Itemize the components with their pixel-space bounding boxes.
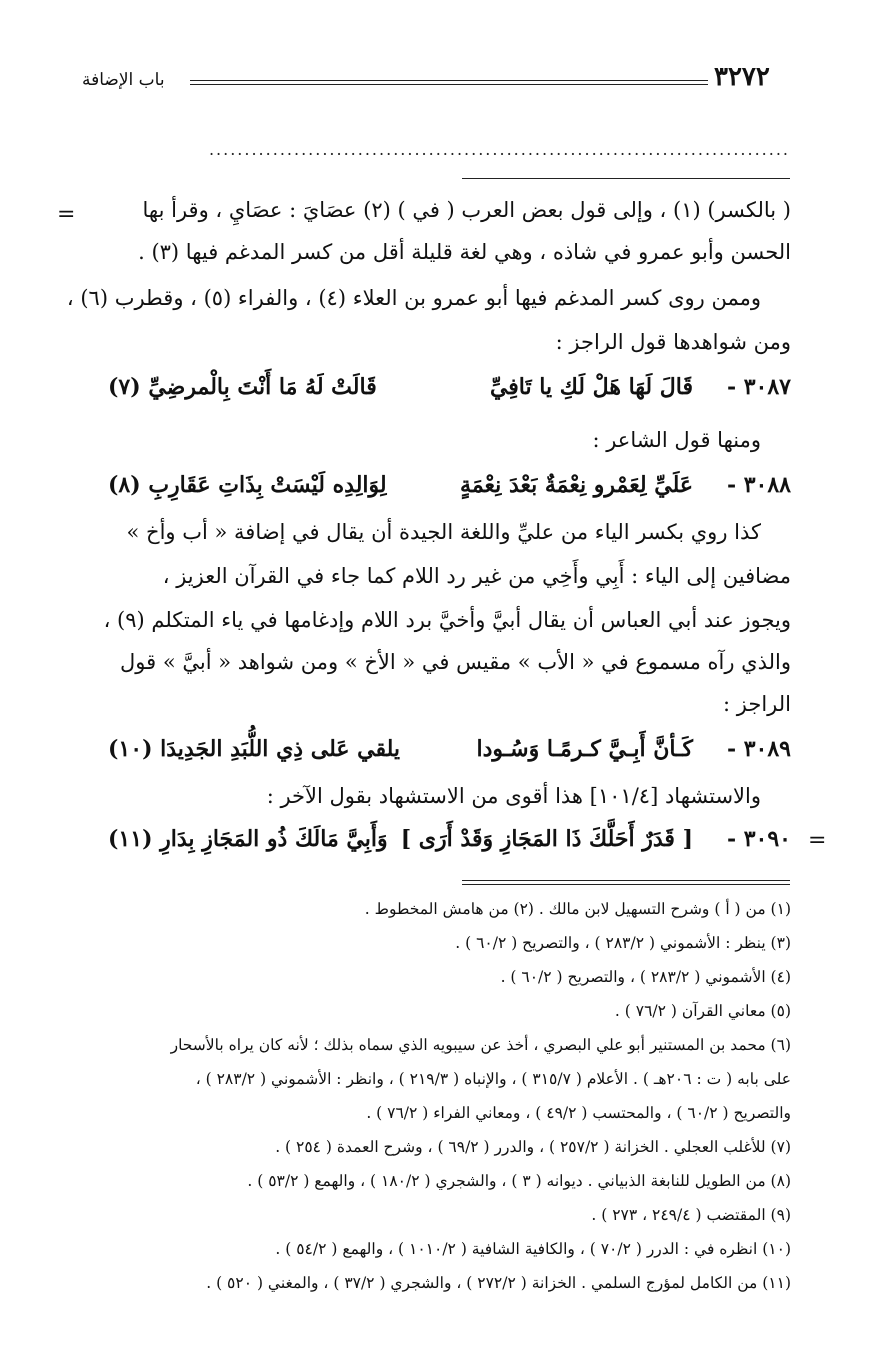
- verse-hemistich-first: قَالَ لَهَا هَلْ لَكِ يا تَافِيِّ: [489, 374, 693, 400]
- footnote-line: (٨) من الطويل للنابغة الذبياني . ديوانه ( ٣ ) ، والشجري ( ١٨٠/٢ ) ، والهمع ( ٥٣/٢ ) .: [247, 1172, 791, 1190]
- continuation-mark-start: =: [57, 202, 76, 227]
- body-line: الراجز :: [723, 692, 791, 716]
- body-line: ومنها قول الشاعر :: [592, 428, 761, 452]
- footnote-rule: [462, 880, 790, 885]
- footnote-line: (١) من ( أ ) وشرح التسهيل لابن مالك . (٢) من هامش المخطوط .: [364, 900, 791, 918]
- chapter-title: باب الإضافة: [82, 70, 165, 90]
- footnote-line: على بابه ( ت : ٢٠٦هـ ) . الأعلام ( ٣١٥/٧ ) ، والإنباه ( ٢١٩/٣ ) ، وانظر : الأشموني ( ٢٨٣/٢ ) ،: [195, 1070, 791, 1088]
- body-line: كذا روي بكسر الياء من عليِّ واللغة الجيدة أن يقال في إضافة « أب وأخ »: [126, 520, 761, 544]
- verse-hemistich-first: [ قَدَرٌ أَحَلَّكَ ذَا المَجَازِ وَقَدْ أَرَى ]: [400, 826, 693, 852]
- footnote-line: (٩) المقتضب ( ٢٤٩/٤ ، ٢٧٣ ) .: [591, 1206, 791, 1224]
- verse-number: ٣٠٨٧ -: [726, 374, 791, 400]
- footnote-line: (٧) للأغلب العجلي . الخزانة ( ٢٥٧/٢ ) ، والدرر ( ٦٩/٢ ) ، وشرح العمدة ( ٢٥٤ ) .: [275, 1138, 791, 1156]
- body-line: وممن روى كسر المدغم فيها أبو عمرو بن العلاء (٤) ، والفراء (٥) ، وقطرب (٦) ،: [66, 286, 761, 310]
- verse-hemistich-first: عَلَيِّ لِعَمْرو نِعْمَةٌ بَعْدَ نِعْمَةٍ: [460, 472, 693, 498]
- verse-number: ٣٠٩٠ -: [726, 826, 791, 852]
- short-rule: [462, 178, 790, 179]
- body-line: مضافين إلى الياء : أَبِي وأَخِي من غير رد اللام كما جاء في القرآن العزيز ،: [162, 564, 791, 588]
- body-line: ( بالكسر) (١) ، وإلى قول بعض العرب ( في ) (٢) عصَايَ : عصَايِ ، وقرأ بها: [142, 198, 791, 222]
- verse-hemistich-second: وَأَبِيَّ مَالَكَ ذُو المَجَازِ بِدَارِ (١١): [108, 826, 388, 852]
- footnote-line: (٥) معاني القرآن ( ٧٦/٢ ) .: [614, 1002, 791, 1020]
- header-rule: [190, 80, 708, 85]
- verse-hemistich-first: كَـأنَّ أَبِـيَّ كـرمًـا وَسُـودا: [476, 736, 693, 762]
- verse-hemistich-second: لِوَالِدِه لَيْسَتْ بِذَاتِ عَقَارِبِ (٨): [108, 472, 387, 498]
- verse-number: ٣٠٨٩ -: [726, 736, 791, 762]
- body-line: ومن شواهدها قول الراجز :: [555, 330, 791, 354]
- page-number: ٣٢٧٢: [714, 62, 770, 92]
- body-line: والاستشهاد [١٠١/٤] هذا أقوى من الاستشهاد بقول الآخر :: [266, 784, 761, 808]
- footnote-line: (٣) ينظر : الأشموني ( ٢٨٣/٢ ) ، والتصريح ( ٦٠/٢ ) .: [455, 934, 791, 952]
- footnote-line: (١١) من الكامل لمؤرج السلمي . الخزانة ( ٢٧٢/٢ ) ، والشجري ( ٣٧/٢ ) ، والمغني ( ٥٢٠ ) .: [206, 1274, 791, 1292]
- footnote-line: (١٠) انظره في : الدرر ( ٧٠/٢ ) ، والكافية الشافية ( ١٠١٠/٢ ) ، والهمع ( ٥٤/٢ ) .: [275, 1240, 791, 1258]
- verse-hemistich-second: قَالَتْ لَهُ مَا أَنْتَ بِالْمرضِيِّ (٧): [108, 374, 377, 400]
- body-line: الحسن وأبو عمرو في شاذه ، وهي لغة قليلة أقل من كسر المدغم فيها (٣) .: [138, 240, 791, 264]
- verse-number: ٣٠٨٨ -: [726, 472, 791, 498]
- continuation-mark-end: =: [808, 828, 827, 853]
- dotted-separator: ..................................................................................: [208, 140, 790, 159]
- body-line: والذي رآه مسموع في « الأب » مقيس في « الأخ » ومن شواهد « أبيَّ » قول: [120, 650, 791, 674]
- body-line: ويجوز عند أبي العباس أن يقال أبيَّ وأخيَّ برد اللام وإدغامها في ياء المتكلم (٩) ،: [103, 608, 791, 632]
- footnote-line: (٦) محمد بن المستنير أبو علي البصري ، أخذ عن سيبويه الذي سماه بذلك ؛ لأنه كان يراه بالأسحار: [170, 1036, 791, 1054]
- verse-hemistich-second: يلقي عَلى ذِي اللُّبَدِ الجَدِيدَا (١٠): [108, 736, 401, 762]
- footnote-line: (٤) الأشموني ( ٢٨٣/٢ ) ، والتصريح ( ٦٠/٢ ) .: [500, 968, 791, 986]
- footnote-line: والتصريح ( ٦٠/٢ ) ، والمحتسب ( ٤٩/٢ ) ، ومعاني الفراء ( ٧٦/٢ ) .: [366, 1104, 791, 1122]
